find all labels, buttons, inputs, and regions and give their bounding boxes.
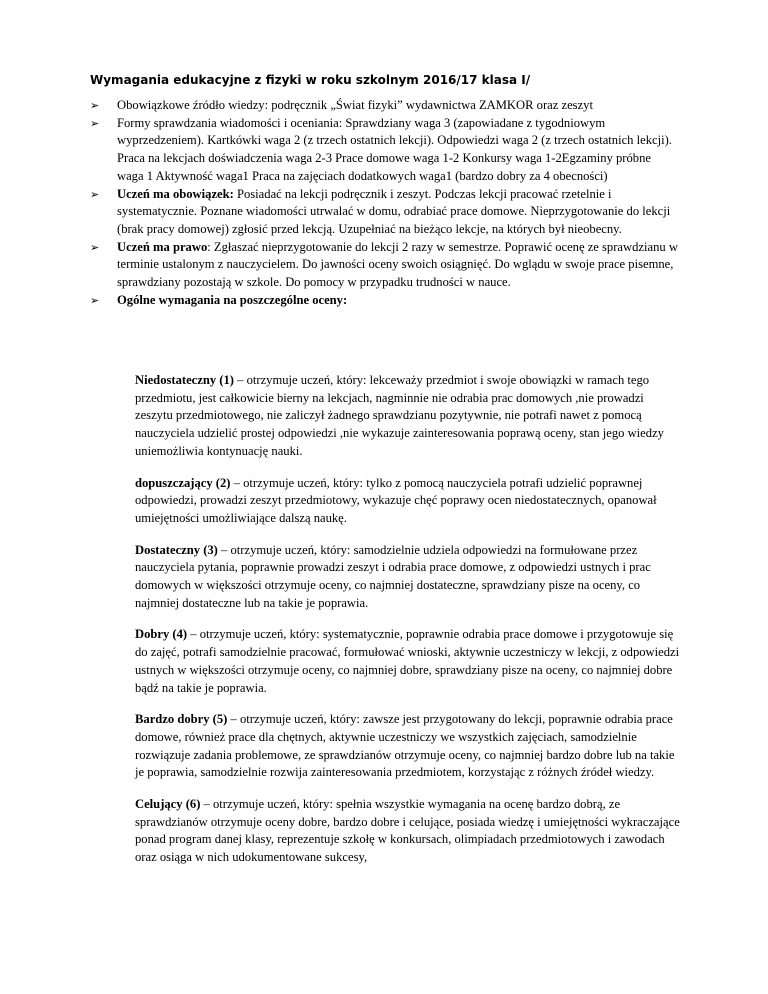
bullet-item-assessment-forms xyxy=(90,115,680,186)
grade-label: Dostateczny (3) xyxy=(135,542,218,557)
bullet-text: Obowiązkowe źródło wiedzy: podręcznik „Świat fizyki” wydawnictwa ZAMKOR oraz zeszyt xyxy=(117,98,593,112)
grade-label: dopuszczający (2) xyxy=(135,475,231,490)
grade-label: Celujący (6) xyxy=(135,797,201,812)
bullet-label: Uczeń ma prawo xyxy=(117,239,208,254)
grade-label: Bardzo dobry (5) xyxy=(135,712,228,727)
bullet-label: Uczeń ma obowiązek: xyxy=(117,186,234,201)
grade-text: – otrzymuje uczeń, który: spełnia wszystkie wymagania na ocenę bardzo dobrą, ze sprawdzianów otrzymuje oceny dobre, bardzo dobre i celujące, posiada wiedzę i umiejętności wykraczające ponad program danej klasy, reprezentuje szkołę w konkursach, olimpiadach przedmiotowych i zawodach oraz osiąga w nich udokumentowane sukcesy, xyxy=(135,797,680,865)
grade-label: Dobry (4) xyxy=(135,627,188,642)
bullet-list xyxy=(90,97,680,309)
grade-text: – otrzymuje uczeń, który: lekceważy przedmiot i swoje obowiązki w ramach tego przedmiotu, jest całkowicie bierny na lekcjach, nagminnie nie odrabia prac domowych ,nie prowadzi zeszytu przedmiotowego, nie zaliczył żadnego sprawdzianu pozytywnie, nie potrafi nawet z pomocą nauczyciela udzielić prostej odpowiedzi ,nie wykazuje zainteresowania poprawą oceny, stan jego wiedzy uniemożliwia kontynuację nauki. xyxy=(135,373,664,458)
bullet-item-student-duties xyxy=(90,186,680,239)
grade-paragraph-4 xyxy=(135,626,680,697)
bullet-text: Posiadać na lekcji podręcznik i zeszyt. Podczas lekcji pracować rzetelnie i systematycznie. Poznane wiadomości utrwalać w domu, odrabiać prace domowe. Nieprzygotowanie do lekcji (brak pracy domowej) zgłosić przed lekcją. Uzupełniać na bieżąco lekcje, na których był nieobecny. xyxy=(117,186,671,236)
arrow-bullet-icon: ➢ xyxy=(90,293,100,307)
grade-text: – otrzymuje uczeń, który: samodzielnie udziela odpowiedzi na formułowane przez nauczyciela pytania, poprawnie prowadzi zeszyt i odrabia prace domowe, z odpowiedzi ustnych i prac domowych w większości otrzymuje oceny, co najmniej dostateczne, sprawdziany pisze na oceny, co najmniej dostateczne lub na takie je poprawia. xyxy=(135,542,651,610)
grade-paragraph-1 xyxy=(135,372,680,461)
bullet-item-grade-requirements xyxy=(90,292,680,310)
arrow-bullet-icon: ➢ xyxy=(90,187,100,201)
grade-paragraph-6 xyxy=(135,796,680,867)
bullet-text: Formy sprawdzania wiadomości i oceniania: Sprawdziany waga 3 (zapowiadane z tygodniowym wyprzedzeniem). Kartkówki waga 2 (z trzech ostatnich lekcji). Odpowiedzi waga 2 (z trzech ostatnich lekcji). Praca na lekcjach doświadczenia waga 2-3 Prace domowe waga 1-2 Konkursy waga 1-2Egzaminy próbne waga 1 Aktywność waga1 Praca na zajęciach dodatkowych waga1 (bardzo dobry za 4 obecności) xyxy=(117,115,672,183)
grade-requirements xyxy=(135,372,680,881)
arrow-bullet-icon: ➢ xyxy=(90,116,100,130)
grade-paragraph-3 xyxy=(135,542,680,613)
arrow-bullet-icon: ➢ xyxy=(90,99,100,112)
bullet-item-source xyxy=(90,97,680,115)
grade-label: Niedostateczny (1) xyxy=(135,373,234,387)
grade-text: – otrzymuje uczeń, który: systematycznie, poprawnie odrabia prace domowe i przygotowuje się do zajęć, potrafi samodzielnie pracować, formułować wnioski, aktywnie uczestniczy w lekcji, z odpowiedzi ustnych w większości otrzymuje oceny, co najmniej dobre, sprawdziany pisze na oceny, co najmniej dobre bądź na takie je poprawia. xyxy=(135,627,680,695)
bullet-text: : Zgłaszać nieprzygotowanie do lekcji 2 razy w semestrze. Poprawić ocenę ze sprawdzianu w terminie ustalonym z nauczycielem. Do jawności oceny swoich osiągnięć. Do wglądu w swoje prace pisemne, sprawdziany pozostają w szkole. Do pomocy w przypadku trudności w nauce. xyxy=(117,239,678,290)
grade-text: – otrzymuje uczeń, który: zawsze jest przygotowany do lekcji, poprawnie odrabia prace domowe, również prace dla chętnych, aktywnie uczestniczy we wszystkich zajęciach, samodzielnie rozwiązuje zadania problemowe, ze sprawdzianów otrzymuje oceny, co najmniej bardzo dobre lub na takie je poprawia, samodzielnie rozwija zainteresowania przedmiotem, korzystając z różnych źródeł wiedzy. xyxy=(135,712,675,780)
document-title: Wymagania edukacyjne z fizyki w roku szkolnym 2016/17 klasa I/ xyxy=(90,73,531,87)
bullet-item-student-rights xyxy=(90,239,680,292)
bullet-label: Ogólne wymagania na poszczególne oceny: xyxy=(117,292,348,307)
grade-paragraph-5 xyxy=(135,711,680,782)
grade-text: – otrzymuje uczeń, który: tylko z pomocą nauczyciela potrafi udzielić poprawnej odpowiedzi, prowadzi zeszyt przedmiotowy, wykazuje chęć poprawy ocen niedostatecznych, opanował umiejętności umożliwiające dalszą naukę. xyxy=(135,475,657,525)
grade-paragraph-2 xyxy=(135,475,680,528)
arrow-bullet-icon: ➢ xyxy=(90,240,100,254)
